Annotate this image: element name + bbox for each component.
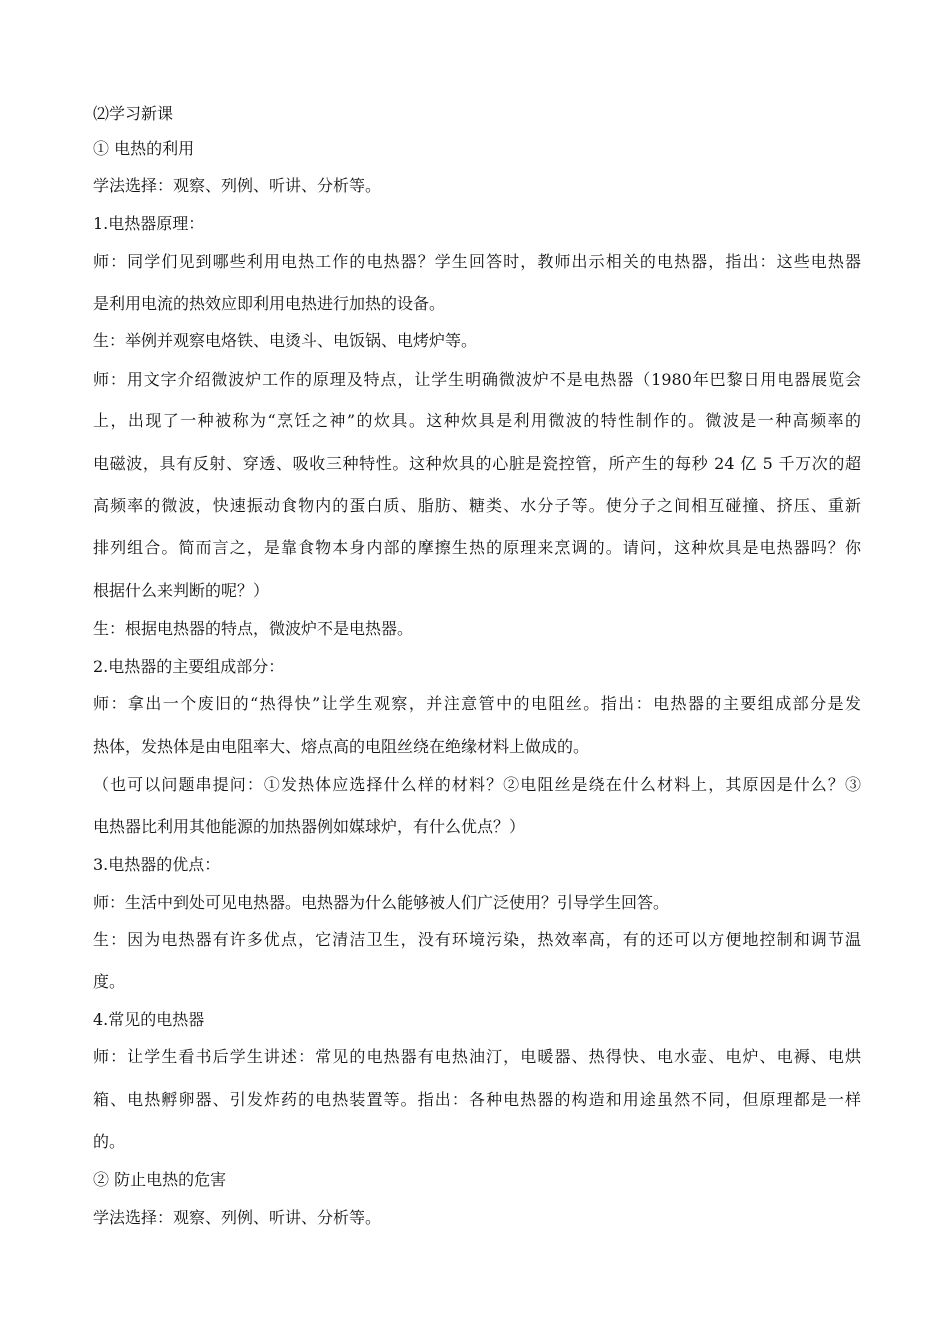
paragraph-line: 度。 [93, 972, 126, 991]
method-line: 学法选择：观察、列例、听讲、分析等。 [93, 176, 382, 195]
item-heading: 1.电热器原理： [93, 214, 205, 233]
paragraph-line: 是利用电流的热效应即利用电热进行加热的设备。 [93, 294, 446, 313]
paragraph-line: 师：让学生看书后学生讲述：常见的电热器有电热油汀，电暖器、热得快、电水壶、电炉、电褥、电烘 [93, 1047, 861, 1066]
paragraph-line: 箱、电热孵卵器、引发炸药的电热装置等。指出：各种电热器的构造和用途虽然不同，但原理都是一样 [93, 1090, 861, 1109]
paragraph-line: 上，出现了一种被称为“烹饪之神”的炊具。这种炊具是利用微波的特性制作的。微波是一种高频率的 [93, 411, 861, 430]
subsection-heading: ① 电热的利用 [93, 139, 195, 158]
subsection-heading: ② 防止电热的危害 [93, 1170, 227, 1189]
item-heading: 2.电热器的主要组成部分： [93, 657, 285, 676]
paragraph-line: （也可以问题串提问：①发热体应选择什么样的材料？②电阻丝是绕在什么材料上，其原因是什么？③ [93, 775, 861, 794]
paragraph-line: 高频率的微波，快速振动食物内的蛋白质、脂肪、糖类、水分子等。使分子之间相互碰撞、挤压、重新 [93, 496, 861, 515]
paragraph-line: 生：因为电热器有许多优点，它清洁卫生，没有环境污染，热效率高，有的还可以方便地控制和调节温 [93, 930, 861, 949]
paragraph-line: 电磁波，具有反射、穿透、吸收三种特性。这种炊具的心脏是瓷控管，所产生的每秒 24 亿 5 千万次的超 [93, 454, 861, 473]
paragraph-line: 热体，发热体是由电阻率大、熔点高的电阻丝绕在绝缘材料上做成的。 [93, 737, 590, 756]
paragraph-line: 根据什么来判断的呢？） [93, 581, 270, 600]
item-heading: 4.常见的电热器 [93, 1010, 205, 1029]
paragraph-line: 师：同学们见到哪些利用电热工作的电热器？学生回答时，教师出示相关的电热器，指出：这些电热器 [93, 252, 861, 271]
paragraph-line: 生：举例并观察电烙铁、电烫斗、电饭锅、电烤炉等。 [93, 331, 478, 350]
paragraph-line: 排列组合。简而言之，是靠食物本身内部的摩擦生热的原理来烹调的。请问，这种炊具是电热器吗？你 [93, 538, 861, 557]
paragraph-line: 师：生活中到处可见电热器。电热器为什么能够被人们广泛使用？引导学生回答。 [93, 893, 670, 912]
item-heading: 3.电热器的优点： [93, 855, 221, 874]
paragraph-line: 的。 [93, 1132, 126, 1151]
method-line: 学法选择：观察、列例、听讲、分析等。 [93, 1208, 382, 1227]
paragraph-line: 电热器比利用其他能源的加热器例如媒球炉，有什么优点？） [93, 817, 526, 836]
paragraph-line: 师：拿出一个废旧的“热得快”让学生观察，并注意管中的电阻丝。指出：电热器的主要组成部分是发 [93, 694, 861, 713]
section-heading: ⑵学习新课 [93, 104, 174, 123]
paragraph-line: 生：根据电热器的特点，微波炉不是电热器。 [93, 619, 414, 638]
paragraph-line: 师：用文字介绍微波炉工作的原理及特点，让学生明确微波炉不是电热器（1980年巴黎日用电器展览会 [93, 370, 861, 389]
